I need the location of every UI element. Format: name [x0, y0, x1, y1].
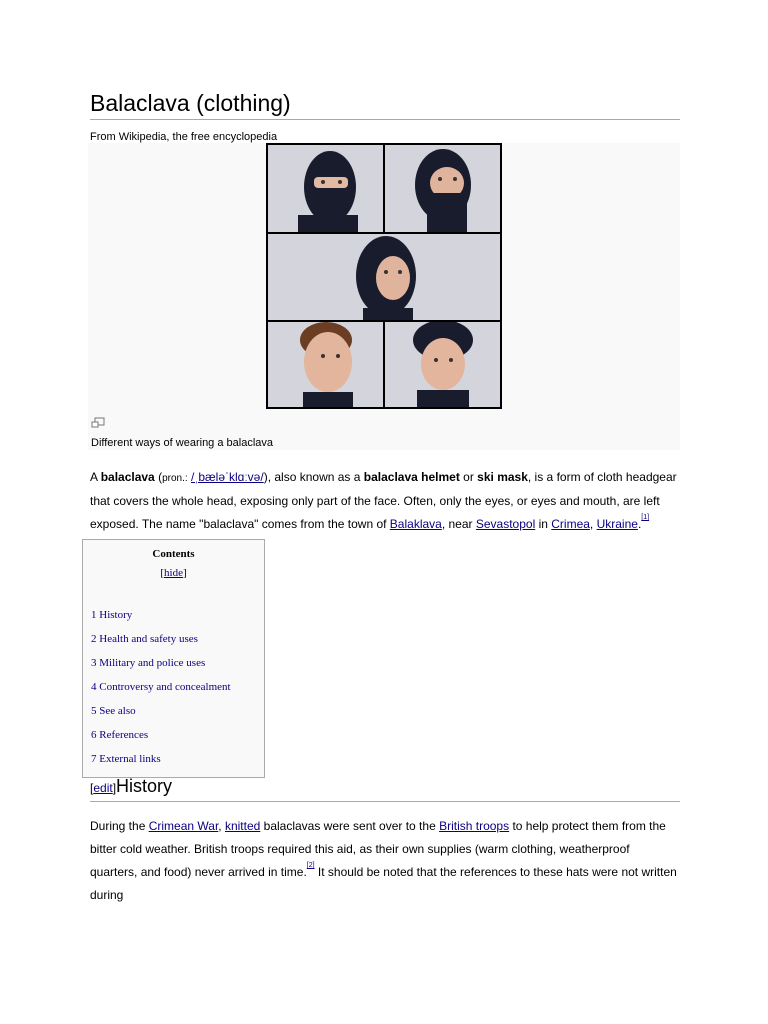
masked-head-figure: [268, 234, 500, 320]
bracket: ]: [112, 781, 117, 795]
site-tagline: From Wikipedia, the free encyclopedia: [90, 131, 278, 143]
toc-hide-toggle: [83, 567, 264, 579]
toc-item-see-also[interactable]: 5 See also: [91, 705, 136, 717]
magnify-icon[interactable]: [91, 417, 105, 429]
pronunciation-link[interactable]: /ˌbæləˈklɑːvə/: [191, 470, 264, 484]
text: .: [637, 517, 642, 531]
text: , near: [441, 517, 476, 531]
toc-item-references[interactable]: 6 References: [91, 729, 149, 741]
image-panel-1: [268, 145, 383, 232]
masked-head-figure: [385, 145, 500, 232]
text: to help protect them from the bitter cold weather. British troops required this aid, as their own supplies (warm clothing, weatherproof quarters, and food) never arrived in time.: [90, 819, 666, 879]
article-header: [90, 88, 680, 144]
text: During the: [90, 819, 149, 833]
unmasked-head-figure: [268, 322, 383, 407]
figure-thumbnail: [88, 143, 680, 450]
toc-item-history[interactable]: 1 History: [91, 609, 133, 621]
text: , is a form of cloth headgear that covers the whole head, exposing only part of the face. Often, only the eyes, or eyes and mouth, are left exposed. The name "balaclava" comes from the town of: [90, 470, 677, 531]
link-british-troops[interactable]: British troops: [439, 819, 510, 833]
image-panel-3: [268, 234, 500, 320]
edit-section: [90, 781, 116, 795]
text: ,: [589, 517, 597, 531]
history-paragraph: [90, 815, 680, 907]
text: in: [535, 517, 552, 531]
text: ), also known as a: [263, 470, 364, 484]
page-title: Balaclava (clothing): [90, 88, 680, 120]
bracket: ]: [182, 567, 187, 579]
balaclava-image[interactable]: [266, 143, 502, 409]
text: A: [90, 470, 101, 484]
toc-item-controversy[interactable]: 4 Controversy and concealment: [91, 681, 231, 693]
link-balaklava[interactable]: Balaklava: [389, 517, 442, 531]
pron-label: pron.:: [162, 473, 188, 484]
masked-head-figure: [268, 145, 383, 232]
bracket: [: [90, 781, 94, 795]
section-heading-history: [90, 776, 680, 802]
table-of-contents: [82, 539, 265, 778]
figure-caption: Different ways of wearing a balaclava: [91, 437, 274, 449]
text: or: [459, 470, 478, 484]
reference-link-1[interactable]: [1]: [641, 514, 650, 521]
toc-title: Contents: [152, 548, 195, 560]
toc-item-health-safety[interactable]: 2 Health and safety uses: [91, 633, 198, 645]
toc-list: [91, 608, 231, 776]
link-crimean-war[interactable]: Crimean War: [148, 819, 219, 833]
text: ,: [218, 819, 225, 833]
bracket: [: [160, 567, 165, 579]
link-sevastopol[interactable]: Sevastopol: [475, 517, 536, 531]
term-bold: balaclava: [100, 470, 155, 484]
image-panel-2: [385, 145, 500, 232]
text: (: [154, 470, 163, 484]
toc-item-military-police[interactable]: 3 Military and police uses: [91, 657, 206, 669]
image-panel-4: [268, 322, 383, 407]
toc-item-external-links[interactable]: 7 External links: [91, 753, 161, 765]
edit-link[interactable]: edit: [93, 781, 113, 795]
text: It should be noted that the references to these hats were not written during: [90, 865, 677, 902]
alt-term-1: balaclava helmet: [363, 470, 460, 484]
beanie-head-figure: [385, 322, 500, 407]
section-title: History: [116, 776, 173, 796]
image-panel-5: [385, 322, 500, 407]
link-ukraine[interactable]: Ukraine: [596, 517, 638, 531]
text: balaclavas were sent over to the: [260, 819, 440, 833]
link-crimea[interactable]: Crimea: [551, 517, 590, 531]
link-knitted[interactable]: knitted: [224, 819, 261, 833]
intro-paragraph: [90, 466, 680, 536]
reference-link-2[interactable]: [2]: [306, 862, 315, 869]
alt-term-2: ski mask: [477, 470, 528, 484]
toc-hide-link[interactable]: hide: [164, 567, 183, 579]
